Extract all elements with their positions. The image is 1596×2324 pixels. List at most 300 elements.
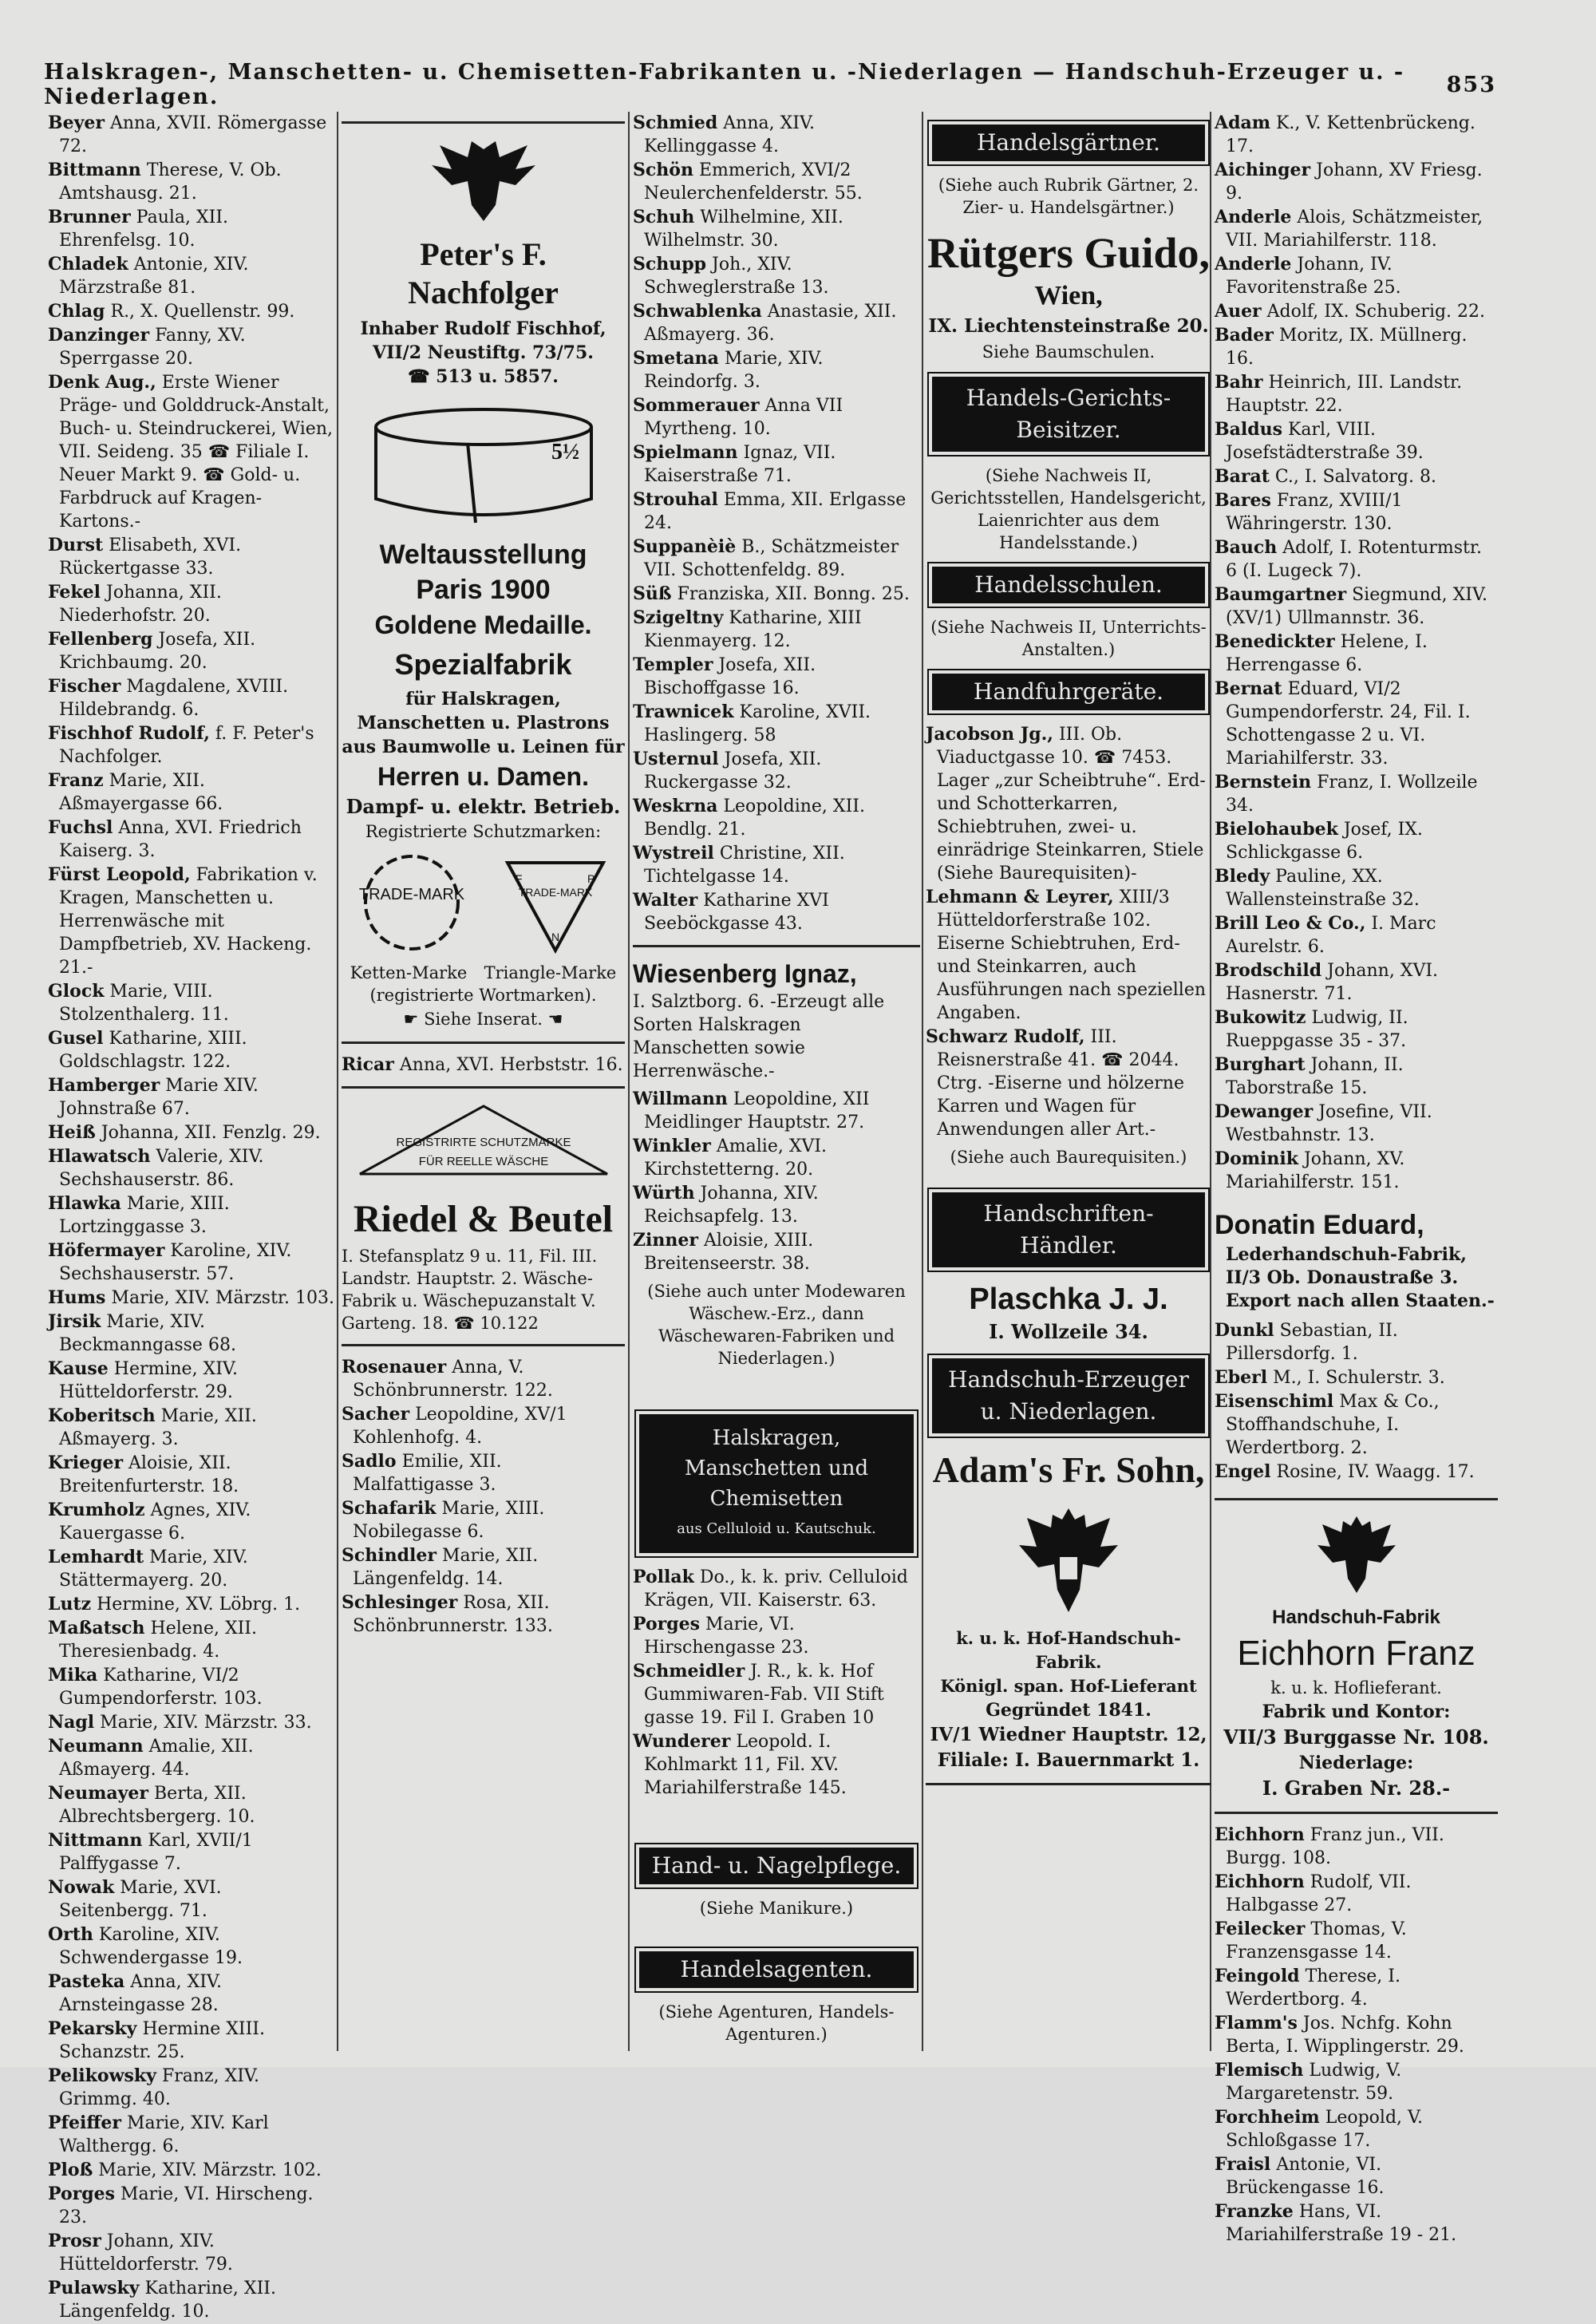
page-number: 853	[1446, 72, 1496, 97]
entry-text: Elisabeth, XVI. Rückertgasse 33.	[59, 536, 242, 579]
entry-name: Kause	[48, 1358, 109, 1379]
entry-text: Franziska, XII. Bonng. 25.	[677, 584, 910, 604]
heading-line: Handschuh-Erzeuger	[948, 1366, 1189, 1393]
entry-name: Orth	[48, 1924, 93, 1945]
entry-name: Bukowitz	[1215, 1007, 1306, 1028]
entry-text: Therese, V. Ob. Amtshausg. 21.	[59, 160, 282, 204]
list-item	[48, 1782, 335, 1828]
list-item	[48, 769, 335, 816]
entry-text: Anna, V. Schönbrunnerstr. 122.	[353, 1358, 553, 1401]
column-1	[48, 112, 335, 2324]
entry-text: Emma, XII. Erlgasse 24.	[644, 490, 907, 533]
double-eagle-icon	[424, 133, 543, 229]
entry-text: Antonie, VI. Brückengasse 16.	[1226, 2155, 1385, 2198]
entry-text: Max & Co., Stoffhandschuhe, I. Werdertborg. 2.	[1226, 1392, 1440, 1458]
entry-text: Leopoldine, XII Meidlinger Hauptstr. 27.	[644, 1089, 870, 1132]
firm-details: I. Stefansplatz 9 u. 11, Fil. III. Landstr. Hauptstr. 2. Wäsche-Fabrik u. Wäschepuzanstalt V. Garteng. 18. ☎ 10.122	[342, 1247, 598, 1333]
entry-text: Helene, I. Herrengasse 6.	[1226, 632, 1428, 675]
entry-name: Barat	[1215, 466, 1270, 487]
entry-text: f. F. Peter's Nachfolger.	[59, 724, 314, 767]
entry-text: M., I. Schulerstr. 3.	[1273, 1368, 1445, 1388]
entry-name: Franz	[48, 770, 104, 791]
banner-text: REGISTRIRTE SCHUTZMARKE	[396, 1136, 571, 1149]
list-item	[926, 1026, 1211, 1141]
entry-name: Höfermayer	[48, 1240, 165, 1261]
list-item	[48, 722, 335, 769]
list-item	[1215, 912, 1498, 958]
entry-name: Hums	[48, 1287, 106, 1308]
column-3	[633, 112, 920, 2053]
entry-text: Marie, XIII. Lortzinggasse 3.	[59, 1194, 230, 1237]
list-item	[48, 1970, 335, 2017]
entry-name: Fischer	[48, 676, 121, 697]
list-item	[633, 1730, 920, 1800]
entry-name: Engel	[1215, 1461, 1271, 1482]
firm-line: k. u. k. Hoflieferant.	[1270, 1678, 1442, 1698]
firm-line: VII/3 Burggasse Nr. 108.	[1223, 1725, 1489, 1749]
entry-name: Gusel	[48, 1028, 104, 1049]
entry-text: Marie, XII. Aßmayerg. 3.	[59, 1406, 257, 1449]
list-item	[1215, 1366, 1498, 1389]
entry-name: Schmeidler	[633, 1661, 745, 1682]
entry-text: Anna, XVI. Friedrich Kaiserg. 3.	[59, 818, 302, 861]
list-item	[1215, 1824, 1498, 1870]
entry-name: Auer	[1215, 301, 1262, 322]
entry-text: Paula, XII. Ehrenfelsg. 10.	[59, 208, 229, 251]
entry-text: III. Ob. Viaductgasse 10. ☎ 7453. Lager „zur Scheibtruhe“. Erd- und Schotterkarren, Schiebtruhen, zwei- u. einrädrige Steinkarren, Stiele (Siehe Baurequisiten)-	[937, 725, 1206, 883]
entry-text: J. R., k. k. Hof Gummiwaren-Fab. VII Stift gasse 19. Fil I. Graben 10	[644, 1662, 884, 1728]
entry-text: Josefine, VII. Westbahnstr. 13.	[1226, 1102, 1432, 1145]
entry-name: Prosr	[48, 2231, 101, 2251]
entry-name: Anderle	[1215, 207, 1292, 227]
entry-name: Baumgartner	[1215, 584, 1347, 605]
entry-text: Anna, XIV. Kellinggasse 4.	[644, 113, 816, 156]
list-item	[633, 701, 920, 747]
entry-name: Bahr	[1215, 372, 1263, 393]
list-item	[633, 159, 920, 205]
list-item	[48, 1664, 335, 1710]
entry-text: Heinrich, III. Landstr. Hauptstr. 22.	[1226, 373, 1463, 416]
list-item	[48, 1239, 335, 1286]
entry-text: Anna, XVI. Herbststr. 16.	[399, 1055, 623, 1075]
section-note: (Siehe auch Rubrik Gärtner, 2. Zier- u. Handelsgärtner.)	[938, 176, 1199, 217]
entry-text: Johann, XV Friesg. 9.	[1226, 160, 1483, 204]
eichhorn-ad	[1215, 1510, 1498, 1802]
firm-line: Fabrik und Kontor:	[1262, 1702, 1451, 1722]
entry-text: Marie, XIV. Stättermayerg. 20.	[59, 1547, 248, 1591]
entry-text: Karoline, XIV. Schwendergasse 19.	[59, 1925, 243, 1968]
entry-name: Baldus	[1215, 419, 1282, 440]
list-item	[48, 2112, 335, 2158]
entry-text: Alois, Schätzmeister, VII. Mariahilferstr. 118.	[1226, 208, 1483, 251]
list-item	[633, 795, 920, 841]
list-item	[1215, 2059, 1498, 2105]
entry-text: Ludwig, V. Margaretenstr. 59.	[1226, 2061, 1402, 2104]
list-item	[1215, 1918, 1498, 1964]
list-item	[1215, 1460, 1498, 1484]
entry-name: Donatin Eduard,	[1215, 1210, 1424, 1240]
entry-name: Dominik	[1215, 1148, 1298, 1169]
section-heading	[932, 377, 1205, 452]
list-item	[1215, 1965, 1498, 2011]
entry-text: Moritz, IX. Müllnerg. 16.	[1226, 326, 1468, 369]
entry-text: Ludwig, II. Rueppgasse 35 - 37.	[1226, 1008, 1408, 1051]
entry-name: Schuh	[633, 207, 695, 227]
entry-text: Marie, XIII. Nobilegasse 6.	[353, 1499, 545, 1542]
banner-text-2: FÜR REELLE WÄSCHE	[418, 1155, 548, 1168]
list-item	[342, 1544, 625, 1591]
entry-text: I. Salztborg. 6. -Erzeugt alle Sorten Halskragen Manschetten sowie Herrenwäsche.-	[633, 992, 885, 1081]
entry-text: Pauline, XX. Wallensteinstraße 32.	[1226, 867, 1420, 910]
entry-name: Heiß	[48, 1122, 96, 1143]
entry-text: Adolf, IX. Schuberig. 22.	[1266, 302, 1486, 322]
list-item	[48, 980, 335, 1026]
entry-name: Porges	[633, 1614, 700, 1634]
section-note: (Siehe Manikure.)	[699, 1899, 854, 1918]
entry-text: Marie, XIV. Karl Walthergg. 6.	[59, 2113, 269, 2156]
entry-name: Forchheim	[1215, 2107, 1320, 2128]
entry-name: Bader	[1215, 325, 1274, 346]
entry-name: Burghart	[1215, 1054, 1306, 1075]
entry-name: Fürst Leopold,	[48, 864, 191, 885]
firm-line: Gegründet 1841.	[986, 1700, 1152, 1721]
entry-name: Porges	[48, 2184, 115, 2204]
list-item	[48, 206, 335, 252]
entry-name: Fellenberg	[48, 629, 153, 650]
list-item	[48, 1074, 335, 1120]
section-note: (Siehe Nachweis II, Unterrichts-Anstalten.)	[930, 618, 1207, 659]
entry-text: Aloisie, XIII. Breitenseerstr. 38.	[644, 1231, 814, 1274]
entry-name: Weskrna	[633, 796, 718, 816]
list-item	[342, 1356, 625, 1402]
list-item	[48, 2230, 335, 2276]
donatin-entry	[1215, 1207, 1498, 1313]
entry-name: Dunkl	[1215, 1320, 1274, 1341]
entry-name: Danzinger	[48, 325, 150, 346]
entry-text: Marie, VIII. Stolzenthalerg. 11.	[59, 982, 229, 1025]
list-item	[633, 889, 920, 935]
entry-text: Siegmund, XIV. (XV/1) Ullmannstr. 36.	[1226, 585, 1487, 628]
list-item	[342, 1450, 625, 1496]
list-item	[633, 112, 920, 158]
list-item	[1215, 959, 1498, 1006]
entry-text: Marie, XIV. Beckmanngasse 68.	[59, 1312, 236, 1355]
entry-name: Zinner	[633, 1230, 698, 1251]
list-item	[342, 1053, 625, 1077]
list-item	[633, 748, 920, 794]
see-also-note: (Siehe auch unter Modewaren Wäschew.-Erz., dann Wäschewaren-Fabriken und Niederlagen.)	[647, 1282, 906, 1368]
list-item	[48, 1405, 335, 1451]
heading-line: u. Niederlagen.	[980, 1398, 1157, 1425]
collar-size-label: 5½	[551, 440, 579, 464]
rule	[342, 1086, 625, 1089]
firm-name: Peter's F. Nachfolger	[408, 236, 559, 310]
list-item	[1215, 300, 1498, 323]
entry-name: Hlawka	[48, 1193, 121, 1214]
entry-text: Anna, XVII. Römergasse 72.	[59, 113, 327, 156]
column-3-list-top	[633, 112, 920, 935]
phone-line: ☎ 513 u. 5857.	[408, 366, 559, 387]
entry-text: Rosa, XII. Schönbrunnerstr. 133.	[353, 1593, 553, 1636]
entry-text: Katharine, XIII Kienmayerg. 12.	[644, 608, 862, 651]
entry-name: Rosenauer	[342, 1357, 447, 1377]
entry-name: Chladek	[48, 254, 128, 275]
entry-text: Helene, XII. Theresienbadg. 4.	[59, 1618, 257, 1662]
entry-name: Neumayer	[48, 1783, 149, 1804]
list-item	[633, 1566, 920, 1612]
heading-line: aus Celluloid u. Kautschuk.	[677, 1520, 876, 1537]
section-heading: Hand- u. Nagelpflege.	[639, 1848, 914, 1884]
list-item	[48, 2018, 335, 2064]
entry-text: Josefa, XII. Bischoffgasse 16.	[644, 655, 816, 698]
entry-text: Marie, XIV. Reindorfg. 3.	[644, 349, 824, 392]
list-item	[48, 1027, 335, 1073]
adam-ad	[926, 1446, 1211, 1773]
entry-text: Marie, XIV. Märzstr. 33.	[100, 1713, 312, 1733]
rule	[342, 121, 625, 124]
column-5-list-mid	[1215, 1319, 1498, 1484]
list-item	[48, 324, 335, 370]
entry-name: Eichhorn	[1215, 1824, 1305, 1845]
entry-name: Sacher	[342, 1404, 410, 1425]
entry-text: Leopoldine, XV/1 Kohlenhofg. 4.	[353, 1405, 567, 1448]
column-3-list-bottom	[633, 1566, 920, 1800]
entry-name: Eichhorn	[1215, 1871, 1305, 1892]
list-item	[48, 1499, 335, 1545]
entry-text: Josefa, XII. Ruckergasse 32.	[644, 749, 822, 792]
collar-illustration	[364, 395, 603, 531]
entry-name: Wunderer	[633, 1731, 731, 1752]
entry-name: Franzke	[1215, 2201, 1294, 2222]
section-heading: Handelsgärtner.	[932, 125, 1205, 161]
entry-text: R., X. Quellenstr. 99.	[110, 302, 295, 322]
section-note: (Siehe auch Baurequisiten.)	[950, 1148, 1187, 1167]
entry-name: Schindler	[342, 1545, 437, 1566]
imperial-eagle-icon	[1313, 1510, 1400, 1598]
entry-name: Würth	[633, 1183, 695, 1204]
list-item	[1215, 1871, 1498, 1917]
entry-name: Pollak	[633, 1567, 694, 1587]
rule	[1215, 1498, 1498, 1500]
column-divider	[628, 112, 630, 2051]
list-item	[633, 1135, 920, 1181]
products-line: für Halskragen, Manschetten u. Plastrons aus Baumwolle u. Leinen für	[342, 689, 625, 757]
list-item	[48, 253, 335, 299]
triangle-mark-label: Triangle-Marke	[484, 963, 617, 982]
imperial-eagle-icon	[1013, 1500, 1124, 1620]
tm-letter-n: N	[551, 931, 559, 943]
entry-text: C., I. Salvatorg. 8.	[1274, 467, 1436, 487]
entry-text: Jos. Nchfg. Kohn Berta, I. Wipplingerstr. 29.	[1226, 2014, 1464, 2057]
entry-text: Johann, XVI. Hasnerstr. 71.	[1226, 961, 1439, 1004]
list-item	[1215, 536, 1498, 583]
list-item	[1215, 678, 1498, 770]
firm-line: Filiale: I. Bauernmarkt 1.	[937, 1749, 1200, 1771]
entry-name: Pekarsky	[48, 2018, 137, 2039]
entry-name: Beyer	[48, 113, 105, 133]
firm-name: Riedel & Beutel	[353, 1198, 614, 1240]
firm-address: IX. Liechtensteinstraße 20.	[928, 315, 1209, 337]
entry-text: Franz, XVIII/1 Währingerstr. 130.	[1226, 491, 1403, 534]
entry-name: Maßatsch	[48, 1618, 145, 1638]
entry-name: Schwablenka	[633, 301, 762, 322]
list-item	[48, 112, 335, 158]
entry-text: Franz jun., VII. Burgg. 108.	[1226, 1825, 1444, 1868]
entry-name: Jacobson Jg.,	[926, 724, 1053, 745]
column-4	[926, 112, 1211, 1795]
heading-line: Händler.	[1020, 1232, 1117, 1259]
entry-text: Leopold, V. Schloßgasse 17.	[1226, 2108, 1424, 2151]
schutzmarke-banner	[352, 1098, 615, 1186]
running-title: Halskragen-, Manschetten- u. Chemisetten-Fabrikanten u. -Niederlagen — Handschuh-Erzeuger u. -Niederlagen.	[44, 60, 1405, 109]
entry-text: Rudolf, VII. Halbgasse 27.	[1226, 1872, 1412, 1915]
list-item	[48, 1829, 335, 1875]
firm-note: Siehe Baumschulen.	[982, 342, 1156, 362]
entry-text: Amalie, XII. Aßmayerg. 44.	[59, 1737, 254, 1780]
entry-text: Marie, XII. Längenfeldg. 14.	[353, 1546, 539, 1589]
list-item	[1215, 324, 1498, 370]
entry-name: Bauch	[1215, 537, 1278, 558]
city-year-line: Paris 1900	[416, 575, 551, 605]
firm-line: Königl. span. Hof-Lieferant	[940, 1676, 1197, 1696]
list-item	[1215, 1319, 1498, 1366]
list-item	[342, 1497, 625, 1543]
list-item	[48, 1923, 335, 1970]
list-item	[48, 864, 335, 979]
heading-line: Handschriften-	[983, 1200, 1154, 1227]
entry-name: Fekel	[48, 582, 101, 603]
list-item	[48, 534, 335, 580]
entry-name: Bittmann	[48, 160, 141, 180]
entry-text: Lederhandschuh-Fabrik, II/3 Ob. Donaustraße 3. Export nach allen Staaten.-	[1226, 1244, 1495, 1311]
list-item	[633, 206, 920, 252]
specialty-line: Spezialfabrik	[394, 648, 572, 681]
list-item	[48, 2065, 335, 2111]
entry-text: Thomas, V. Franzensgasse 14.	[1226, 1919, 1407, 1962]
column-divider	[922, 112, 923, 2051]
entry-name: Mika	[48, 1665, 98, 1686]
entry-name: Szigeltny	[633, 607, 724, 628]
tm-letter-f: F	[515, 872, 523, 885]
column-3-list-mid	[633, 1088, 920, 1275]
section-note: (Siehe Agenturen, Handels-Agenturen.)	[658, 2002, 895, 2044]
column-4-list	[926, 723, 1211, 1141]
list-item	[633, 441, 920, 488]
registered-note: (registrierte Wortmarken).	[369, 986, 597, 1005]
entry-text: Leopoldine, XII. Bendlg. 21.	[644, 796, 865, 840]
wiesenberg-entry	[633, 957, 920, 1083]
entry-name: Denk Aug.,	[48, 372, 156, 393]
list-item	[1215, 1053, 1498, 1100]
list-item	[633, 842, 920, 888]
entry-name: Chlag	[48, 301, 105, 322]
entry-text: Hermine, XIV. Hütteldorferstr. 29.	[59, 1359, 238, 1402]
column-divider	[337, 112, 338, 2051]
entry-name: Fuchsl	[48, 817, 113, 838]
list-item	[633, 347, 920, 393]
entry-text: Antonie, XIV. Märzstraße 81.	[59, 255, 249, 298]
entry-text: Marie, VI. Hirscheng. 23.	[59, 2184, 314, 2227]
heading-line: Chemisetten	[709, 1487, 843, 1511]
entry-text: Emilie, XII. Malfattigasse 3.	[353, 1452, 502, 1495]
list-item	[1215, 1390, 1498, 1460]
section-heading	[932, 1358, 1205, 1433]
entry-text: Johann, IV. Favoritenstraße 25.	[1226, 255, 1401, 298]
entry-name: Suppanèiè	[633, 536, 737, 557]
section-heading: Handelsagenten.	[639, 1951, 914, 1988]
heading-line: Halskragen,	[712, 1426, 841, 1450]
entry-text: Marie, VI. Hirschengasse 23.	[644, 1615, 809, 1658]
entry-name: Neumann	[48, 1736, 144, 1757]
entry-text: B., Schätzmeister VII. Schottenfeldg. 89.	[644, 537, 899, 580]
entry-text: Adolf, I. Rotenturmstr. 6 (I. Lugeck 7).	[1226, 538, 1482, 581]
entry-text: Anna, XIV. Arnsteingasse 28.	[59, 1972, 222, 2015]
list-item	[48, 1617, 335, 1663]
entry-name: Walter	[633, 890, 698, 911]
entry-text: Josef, IX. Schlickgasse 6.	[1226, 820, 1423, 863]
firm-name: Adam's Fr. Sohn,	[932, 1449, 1205, 1490]
entry-name: Schafarik	[342, 1498, 437, 1519]
chain-tm-text: TRADE-MARK	[358, 886, 464, 903]
column-5-list-top	[1215, 112, 1498, 1194]
list-item	[633, 300, 920, 346]
entry-text: Karl, XVII/1 Palffygasse 7.	[59, 1831, 253, 1874]
entry-text: Hermine XIII. Schanzstr. 25.	[59, 2019, 265, 2062]
list-item	[48, 675, 335, 721]
list-item	[1215, 159, 1498, 205]
trademarks-title: Registrierte Schutzmarken:	[365, 822, 602, 841]
entry-name: Aichinger	[1215, 160, 1311, 180]
entry-name: Lutz	[48, 1594, 92, 1615]
heading-line: Beisitzer.	[1016, 417, 1121, 443]
list-item	[48, 1735, 335, 1781]
entry-text: Leopold. I. Kohlmarkt 11, Fil. XV. Mariahilferstraße 145.	[644, 1732, 847, 1798]
entry-text: Erste Wiener Präge- und Golddruck-Anstalt, Buch- u. Steindruckerei, Wien, VII. Seideng. 35 ☎ Filiale I. Neuer Markt 9. ☎ Gold- u. Farbdruck auf Kragen-Kartons.-	[59, 373, 333, 532]
entry-name: Pfeiffer	[48, 2113, 122, 2133]
entry-name: Sadlo	[342, 1451, 397, 1472]
list-item	[1215, 2012, 1498, 2058]
entry-text: Anna VII Myrtheng. 10.	[644, 396, 843, 439]
entry-text: Christine, XII. Tichtelgasse 14.	[644, 844, 845, 887]
entry-text: Hermine, XV. Löbrg. 1.	[97, 1595, 301, 1615]
list-item	[633, 607, 920, 653]
list-item	[633, 488, 920, 535]
entry-text: Joh., XIV. Schweglerstraße 13.	[644, 255, 829, 298]
tm-letter-p: P	[587, 872, 595, 885]
entry-text: Johanna, XII. Niederhofstr. 20.	[59, 583, 222, 626]
column-2	[342, 112, 625, 1638]
entry-name: Hamberger	[48, 1075, 160, 1096]
list-item	[926, 886, 1211, 1025]
plaschka-ad	[926, 1280, 1211, 1346]
entry-name: Winkler	[633, 1136, 711, 1156]
entry-name: Schön	[633, 160, 693, 180]
entry-name: Fraisl	[1215, 2154, 1271, 2175]
list-item	[1215, 771, 1498, 817]
entry-text: I. Marc Aurelstr. 6.	[1226, 914, 1436, 957]
entry-text: Katharine, XII. Längenfeldg. 10.	[59, 2279, 276, 2322]
list-item	[1215, 2153, 1498, 2200]
entry-text: Eduard, VI/2 Gumpendorferstr. 24, Fil. I. Schottengasse 2 u. VI. Mariahilferstr. 33.	[1226, 679, 1471, 769]
entry-name: Hlawatsch	[48, 1146, 151, 1167]
entry-name: Wiesenberg Ignaz,	[633, 959, 857, 988]
list-item	[1215, 489, 1498, 536]
entry-name: Feingold	[1215, 1966, 1300, 1986]
entry-text: Berta, XII. Albrechtsbergerg. 10.	[59, 1784, 255, 1827]
list-item	[1215, 418, 1498, 464]
firm-city: Wien,	[1034, 281, 1103, 310]
entry-text: Johann, XIV. Hütteldorferstr. 79.	[59, 2231, 233, 2275]
